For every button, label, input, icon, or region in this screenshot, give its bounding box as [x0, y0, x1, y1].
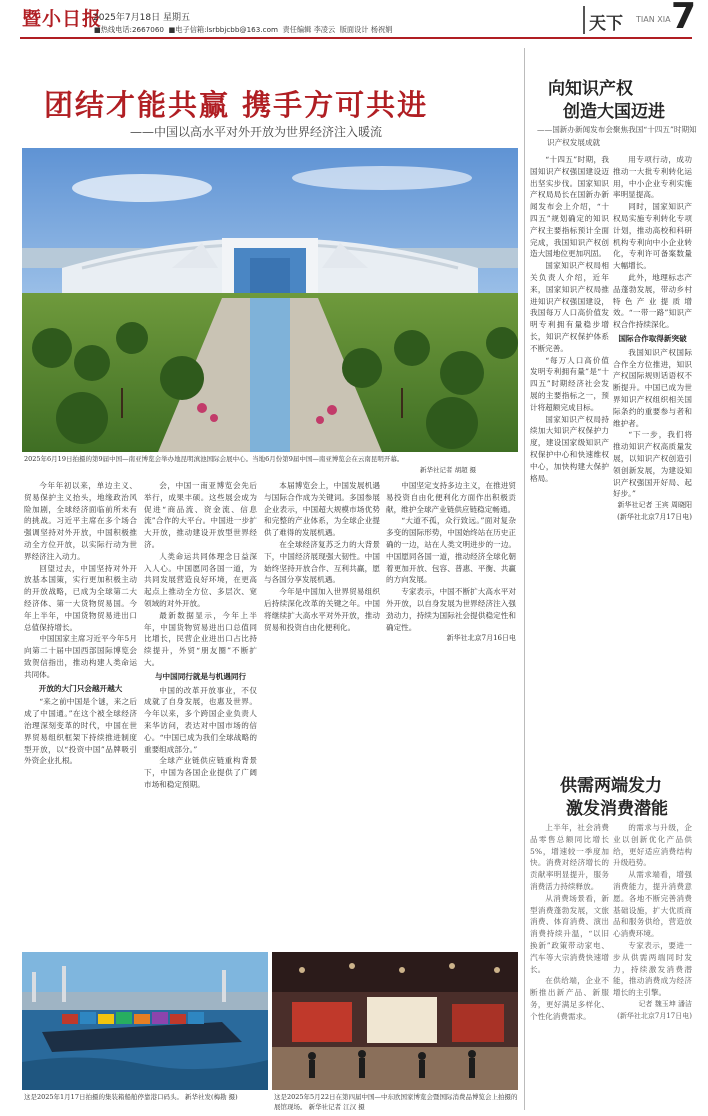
- paragraph: 同时，国家知识产权局实施专利转化专项计划，推动高校和科研机构专利向中小企业转化，专利许可备案数量大幅增长。: [613, 202, 692, 271]
- paragraph: 会，中国一南亚博览会先后举行，成果丰硕。这些展会成为促进“商品流、资金流、信息流”合作的大平台。中国进一步扩大开放，推动建设开放型世界经济。: [144, 481, 257, 549]
- paragraph: 中国国家主席习近平今年5月向第二十届中国西部国际博览会致贺信指出，推动构建人类命运共同体。: [24, 634, 137, 679]
- ip-headline-line-1: 向知识产权: [548, 79, 633, 99]
- port-photo-caption: [24, 1092, 268, 1102]
- paragraph: 国家知识产权局持续加大知识产权保护力度，建设国家级知识产权保护中心和快速维权中心，加快构建大保护格局。: [530, 414, 609, 483]
- photo-credit: 新华社发(梅勘 摄): [185, 1093, 238, 1101]
- lead-headline: 团结才能共赢 携手方可共进: [44, 88, 429, 122]
- section-subhead: 开放的大门只会越开越大: [38, 683, 123, 693]
- paragraph: 今年是中国加入世界贸易组织后持续深化改革的关键之年。中国将继续扩大高水平对外开放，推动贸易和投资自由化便利化。: [264, 587, 380, 632]
- ip-subhead-line-1: ——国新办新闻发布会聚焦我国“十四五”时期知: [537, 125, 697, 134]
- dateline: 新华社北京7月16日电: [446, 634, 516, 643]
- paragraph: 从需求端看，增强消费能力，提升消费意愿。各地不断完善消费基础设施，扩大优质商品和服务供给，营造放心消费环境。: [613, 870, 692, 939]
- paragraph: 专家表示，要进一步从供需两端同时发力，持续激发消费潜能，推动消费成为经济增长的主引擎。: [613, 940, 692, 998]
- paragraph: 最新数据显示，今年上半年，中国货物贸易进出口总值同比增长，民营企业进出口占比持续提升，外贸“朋友圈”不断扩大。: [144, 610, 257, 667]
- paragraph: 今年年初以来，单边主义、贸易保护主义抬头，地缘政治风险加剧，全球经济面临前所未有的挑战。习近平主席在多个场合强调坚持对外开放，中国积极推动全方位开放，以实际行动为世界经济注入动力。: [24, 481, 137, 561]
- ip-subhead-line-2: 识产权发展成就: [547, 138, 601, 147]
- caption-text: 这是2025年1月17日拍摄的集装箱船舶停靠港口码头。: [24, 1093, 183, 1101]
- section-subhead: 国际合作取得新突破: [618, 333, 687, 343]
- lead-column-4: [386, 480, 516, 946]
- paragraph: 人类命运共同体理念日益深入人心。中国愿同各国一道，为共同发展营造良好环境，在更高起点上推动全方位、多层次、宽领域的对外开放。: [144, 551, 257, 608]
- byline: 记者 魏玉坤 潘洁: [638, 999, 692, 1008]
- paragraph: 从消费场景看，新型消费蓬勃发展，文旅消费、体育消费、演出消费持续升温，“以旧换新”政策带动家电、汽车等大宗消费快速增长。: [530, 893, 609, 974]
- dateline: (新华社北京7月17日电): [617, 1011, 692, 1020]
- ip-column-1: [530, 154, 609, 702]
- section-name-en: TIAN XIA: [636, 15, 671, 24]
- paragraph: 在供给端，企业不断推出新产品、新服务，更好满足多样化、个性化消费需求。: [530, 976, 609, 1021]
- consumption-column-1: [530, 822, 609, 1110]
- photo-credit: 新华社记者 胡超 摄: [420, 466, 477, 474]
- paragraph: 我国知识产权国际合作全方位推进，知识产权国际规则话语权不断提升。中国已成为世界知识产权组织相关国际条约的重要参与者和维护者。: [613, 347, 692, 428]
- paragraph: “来之前中国是个谜，来之后成了中国通。”在这个被全球经济治理深刻变革的时代，中国在世界贸易组织框架下持续推进制度型开放，以“投资中国”品牌吸引外资企业扎根。: [24, 697, 137, 766]
- hotline: ■热线电话:2667060: [94, 25, 164, 34]
- email: ■电子信箱:lsrbbjcbb@163.com: [168, 25, 278, 34]
- photo-caption: 2025年6月19日拍摄的第9届中国—南亚博览会举办地昆明滇池国际会展中心。当地6月份第9届中国—南亚博览会在云南昆明开幕。: [24, 455, 404, 463]
- expo-hall-photo: [272, 952, 518, 1090]
- paragraph: 用专项行动，成功推动一大批专利转化运用，中小企业专利实施率明显提高。: [613, 155, 692, 200]
- caption-text: 这是2025年5月22日在第四届中国—中东欧国家博览会暨国际消费品博览会上拍摄的展馆现场。: [274, 1093, 518, 1111]
- section-subhead: 与中国同行就是与机遇同行: [154, 671, 247, 681]
- paragraph: 中国的改革开放事业，不仅成就了自身发展，也惠及世界。今年以来，多个跨国企业负责人来华访问，表达对中国市场的信心。“中国已成为我们全球战略的重要组成部分。”: [144, 685, 257, 754]
- masthead-contact-row: [94, 25, 392, 35]
- lead-subhead: ——中国以高水平对外开放为世界经济注入暖流: [130, 125, 383, 139]
- dateline: (新华社北京7月17日电): [617, 512, 692, 521]
- paragraph: 本届博览会上，中国发展机遇与国际合作成为关键词。多国参展企业表示，中国超大规模市场优势和完整的产业体系，为全球企业提供了难得的发展机遇。: [264, 481, 380, 538]
- ip-column-2: [613, 154, 692, 702]
- column-divider: [524, 48, 525, 1110]
- expo-photo-caption: [274, 1092, 518, 1112]
- paragraph: “大道不孤，众行致远。”面对复杂多变的国际形势，中国始终站在历史正确的一边，站在人类文明进步的一边。中国愿同各国一道，推动经济全球化朝着更加开放、包容、普惠、平衡、共赢的方向发展。: [386, 516, 516, 585]
- paragraph: 专家表示，中国不断扩大高水平对外开放，以自身发展为世界经济注入强劲动力，持续为国际社会提供稳定性和确定性。: [386, 587, 516, 632]
- designer-credit: 版面设计 杨祝娟: [339, 25, 393, 34]
- paragraph: “十四五”时期，我国知识产权强国建设迈出坚实步伐。国家知识产权局局长在国新办新闻发布会上介绍，“十四五”规划确定的知识产权主要指标预计全面完成，我国知识产权创造大国地位更加巩固。: [530, 155, 609, 259]
- masthead-rule: [20, 37, 692, 39]
- issue-date: 2025年7月18日 星期五: [93, 13, 190, 23]
- newspaper-logo: 暨小日报: [22, 8, 103, 30]
- consumption-column-2: [613, 822, 692, 1110]
- consumption-headline-line-1: 供需两端发力: [560, 776, 662, 796]
- expo-center-photo: [22, 148, 518, 452]
- paragraph: 在全球经济复苏乏力的大背景下，中国经济展现强大韧性。中国始终坚持开放合作、互利共赢，愿与各国分享发展机遇。: [264, 539, 380, 585]
- page-number: 7: [671, 0, 697, 37]
- ip-headline-line-2: 创造大国迈进: [563, 102, 665, 122]
- paragraph: 上半年，社会消费品零售总额同比增长5%，增速较一季度加快。消费对经济增长的贡献率明显提升，服务消费活力持续释放。: [530, 823, 609, 891]
- section-name: 天下: [589, 14, 623, 34]
- byline: 新华社记者 王宾 周晓阳: [617, 501, 692, 510]
- paragraph: “每万人口高价值发明专利拥有量”是“十四五”时期经济社会发展的主要指标之一，预计将超额完成目标。: [530, 355, 609, 412]
- lead-column-1: [24, 480, 137, 946]
- lead-column-2: [144, 480, 257, 946]
- port-photo: [22, 952, 268, 1090]
- section-divider: [583, 6, 585, 34]
- paragraph: 的需求与升级，企业以创新优化产品供给，更好适应消费结构升级趋势。: [613, 823, 692, 868]
- editor-credit: 责任编辑 李凌云: [282, 25, 336, 34]
- consumption-headline-line-2: 激发消费潜能: [566, 799, 668, 819]
- paragraph: 全球产业链供应链重构背景下，中国为各国企业提供了广阔市场和稳定预期。: [144, 756, 257, 789]
- paragraph: 中国坚定支持多边主义，在推进贸易投资自由化便利化方面作出积极贡献，维护全球产业链供应链稳定畅通。: [386, 481, 516, 514]
- paragraph: 国家知识产权局相关负责人介绍，近年来，国家知识产权局推进知识产权强国建设，我国每万人口高价值发明专利拥有量稳步增长，知识产权保护体系不断完善。: [530, 261, 609, 353]
- paragraph: “下一步，我们将推动知识产权高质量发展，以知识产权创造引领创新发展，为建设知识产权强国开好局、起好步。”: [613, 430, 692, 499]
- paragraph: 此外，地理标志产品蓬勃发展，带动乡村特色产业提质增效。“一带一路”知识产权合作持续深化。: [613, 272, 692, 330]
- photo-credit: 新华社记者 江汉 摄: [308, 1103, 365, 1111]
- paragraph: 回望过去，中国坚持对外开放基本国策，实行更加积极主动的开放战略，已成为全球第二大经济体、第一大货物贸易国。今年上半年，中国货物贸易进出口总值保持增长。: [24, 563, 137, 632]
- lead-column-3: [264, 480, 380, 946]
